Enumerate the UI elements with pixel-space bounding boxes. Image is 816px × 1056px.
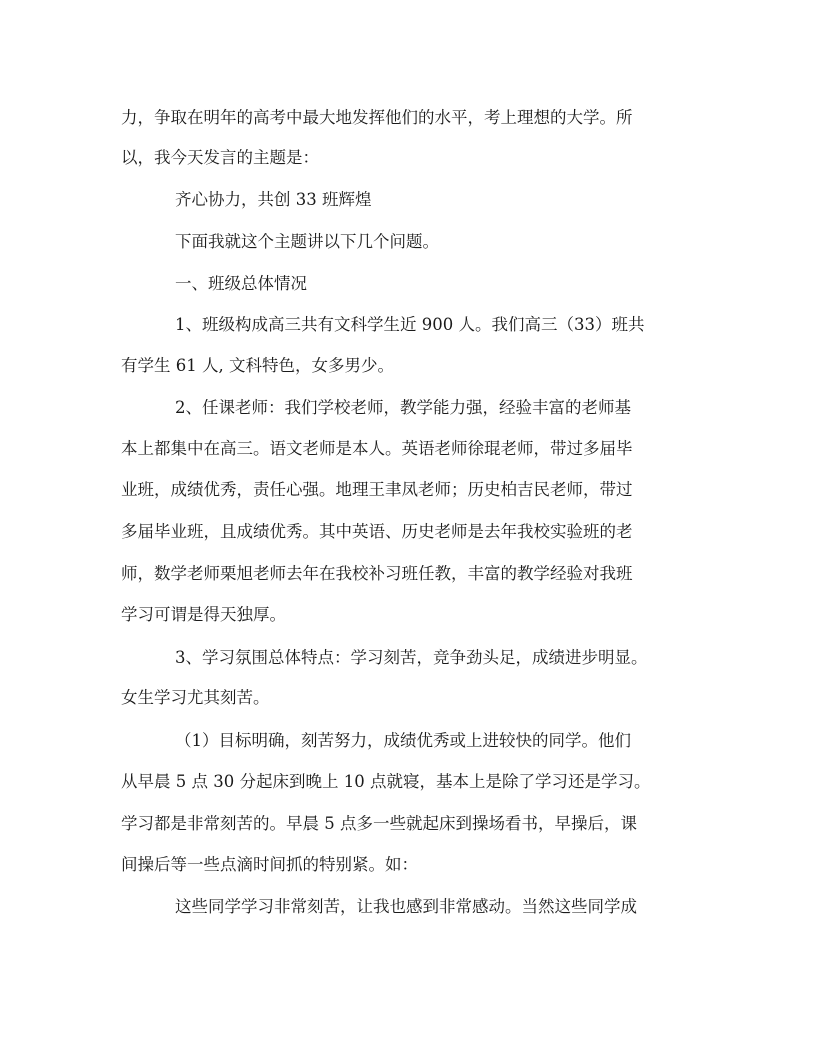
text-line: 女生学习尤其刻苦。 [121,688,270,707]
text-line: 业班，成绩优秀，责任心强。地理王聿凤老师；历史柏吉民老师，带过 [121,480,633,499]
text-line: 以，我今天发言的主题是： [121,148,319,167]
text-line: 本上都集中在高三。语文老师是本人。英语老师徐琨老师，带过多届毕 [121,439,633,458]
text-line: 有学生 61 人, 文科特色，女多男少。 [121,356,394,375]
text-line: 3、学习氛围总体特点：学习刻苦，竞争劲头足，成绩进步明显。 [175,648,648,667]
section-heading: 一、班级总体情况 [175,274,307,293]
text-line: 这些同学学习非常刻苦，让我也感到非常感动。当然这些同学成 [175,897,637,916]
text-line: 师，数学老师栗旭老师去年在我校补习班任教，丰富的教学经验对我班 [121,564,633,583]
text-line: 力，争取在明年的高考中最大地发挥他们的水平，考上理想的大学。所 [121,108,633,127]
text-line: （1）目标明确，刻苦努力，成绩优秀或上进较快的同学。他们 [175,731,631,750]
subtitle: 齐心协力，共创 33 班辉煌 [175,190,372,209]
text-line: 学习可谓是得天独厚。 [121,605,286,624]
text-line: 间操后等一些点滴时间抓的特别紧。如： [121,855,418,874]
text-line: 2、任课老师：我们学校老师，教学能力强，经验丰富的老师基 [175,398,631,417]
text-line: 多届毕业班，且成绩优秀。其中英语、历史老师是去年我校实验班的老 [121,522,633,541]
text-line: 下面我就这个主题讲以下几个问题。 [175,232,439,251]
text-line: 1、班级构成高三共有文科学生近 900 人。我们高三（33）班共 [175,315,645,334]
text-line: 学习都是非常刻苦的。早晨 5 点多一些就起床到操场看书，早操后，课 [121,814,637,833]
text-line: 从早晨 5 点 30 分起床到晚上 10 点就寝，基本上是除了学习还是学习。 [121,772,651,791]
